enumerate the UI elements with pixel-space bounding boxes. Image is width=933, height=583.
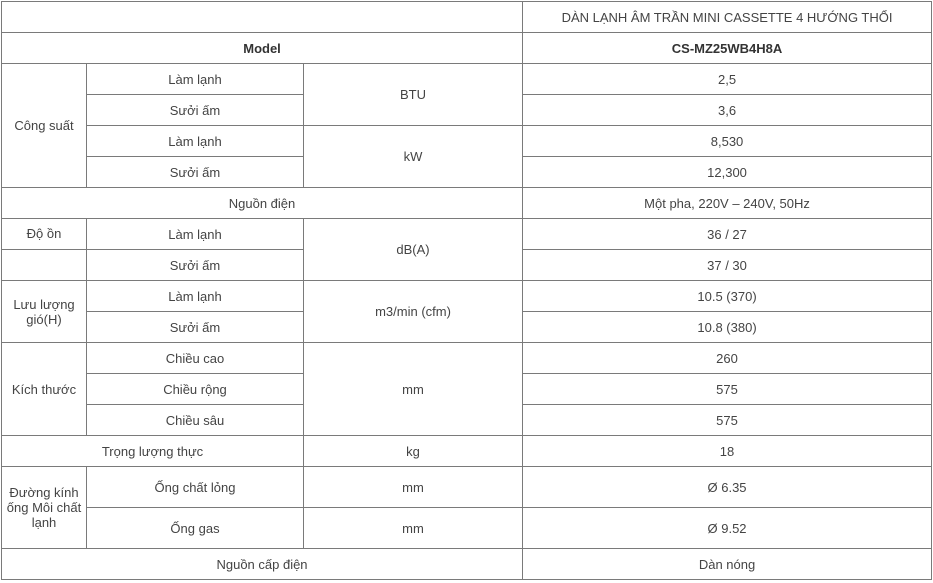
dimension-name: Chiều sâu <box>87 405 304 436</box>
table-row <box>2 64 932 95</box>
table-row <box>2 508 932 549</box>
dimension-name: Chiều cao <box>87 343 304 374</box>
capacity-mode: Làm lạnh <box>87 64 304 95</box>
capacity-value: 3,6 <box>523 95 932 126</box>
airflow-mode: Làm lạnh <box>87 281 304 312</box>
capacity-value: 8,530 <box>523 126 932 157</box>
model-label: Model <box>2 33 523 64</box>
net-weight-label: Trọng lượng thực <box>2 436 304 467</box>
capacity-unit-kw: kW <box>304 126 523 188</box>
dimension-value: 575 <box>523 405 932 436</box>
dimension-value: 260 <box>523 343 932 374</box>
header-empty-cell <box>2 2 523 33</box>
airflow-mode: Sưởi ấm <box>87 312 304 343</box>
net-weight-unit: kg <box>304 436 523 467</box>
spec-table <box>1 1 932 580</box>
capacity-unit-btu: BTU <box>304 64 523 126</box>
noise-label: Độ ồn <box>2 219 87 250</box>
pipe-name: Ống gas <box>87 508 304 549</box>
airflow-label: Lưu lượng gió(H) <box>2 281 87 343</box>
table-row <box>2 188 932 219</box>
airflow-value: 10.8 (380) <box>523 312 932 343</box>
dimensions-label: Kích thước <box>2 343 87 436</box>
product-name: DÀN LẠNH ÂM TRẦN MINI CASSETTE 4 HƯỚNG THỔI <box>523 2 932 33</box>
airflow-unit: m3/min (cfm) <box>304 281 523 343</box>
capacity-label: Công suất <box>2 64 87 188</box>
pipe-name: Ống chất lỏng <box>87 467 304 508</box>
noise-value: 36 / 27 <box>523 219 932 250</box>
dimension-name: Chiều rộng <box>87 374 304 405</box>
pipe-unit: mm <box>304 467 523 508</box>
table-row <box>2 343 932 374</box>
pipe-value: Ø 6.35 <box>523 467 932 508</box>
dimensions-unit: mm <box>304 343 523 436</box>
power-supply-value: Một pha, 220V – 240V, 50Hz <box>523 188 932 219</box>
pipe-unit: mm <box>304 508 523 549</box>
noise-value: 37 / 30 <box>523 250 932 281</box>
capacity-value: 2,5 <box>523 64 932 95</box>
model-value: CS-MZ25WB4H8A <box>523 33 932 64</box>
power-source-value: Dàn nóng <box>523 549 932 580</box>
dimension-value: 575 <box>523 374 932 405</box>
table-row <box>2 219 932 250</box>
net-weight-value: 18 <box>523 436 932 467</box>
airflow-value: 10.5 (370) <box>523 281 932 312</box>
capacity-mode: Làm lạnh <box>87 126 304 157</box>
capacity-value: 12,300 <box>523 157 932 188</box>
table-row-header <box>2 2 932 33</box>
pipe-value: Ø 9.52 <box>523 508 932 549</box>
noise-unit: dB(A) <box>304 219 523 281</box>
table-row <box>2 126 932 157</box>
noise-empty-cell <box>2 250 87 281</box>
table-row <box>2 549 932 580</box>
capacity-mode: Sưởi ấm <box>87 157 304 188</box>
table-row <box>2 436 932 467</box>
power-supply-label: Nguồn điện <box>2 188 523 219</box>
table-row <box>2 467 932 508</box>
power-source-label: Nguồn cấp điện <box>2 549 523 580</box>
capacity-mode: Sưởi ấm <box>87 95 304 126</box>
noise-mode: Sưởi ấm <box>87 250 304 281</box>
table-row <box>2 281 932 312</box>
pipe-label: Đường kính ống Môi chất lạnh <box>2 467 87 549</box>
noise-mode: Làm lạnh <box>87 219 304 250</box>
table-row-model <box>2 33 932 64</box>
